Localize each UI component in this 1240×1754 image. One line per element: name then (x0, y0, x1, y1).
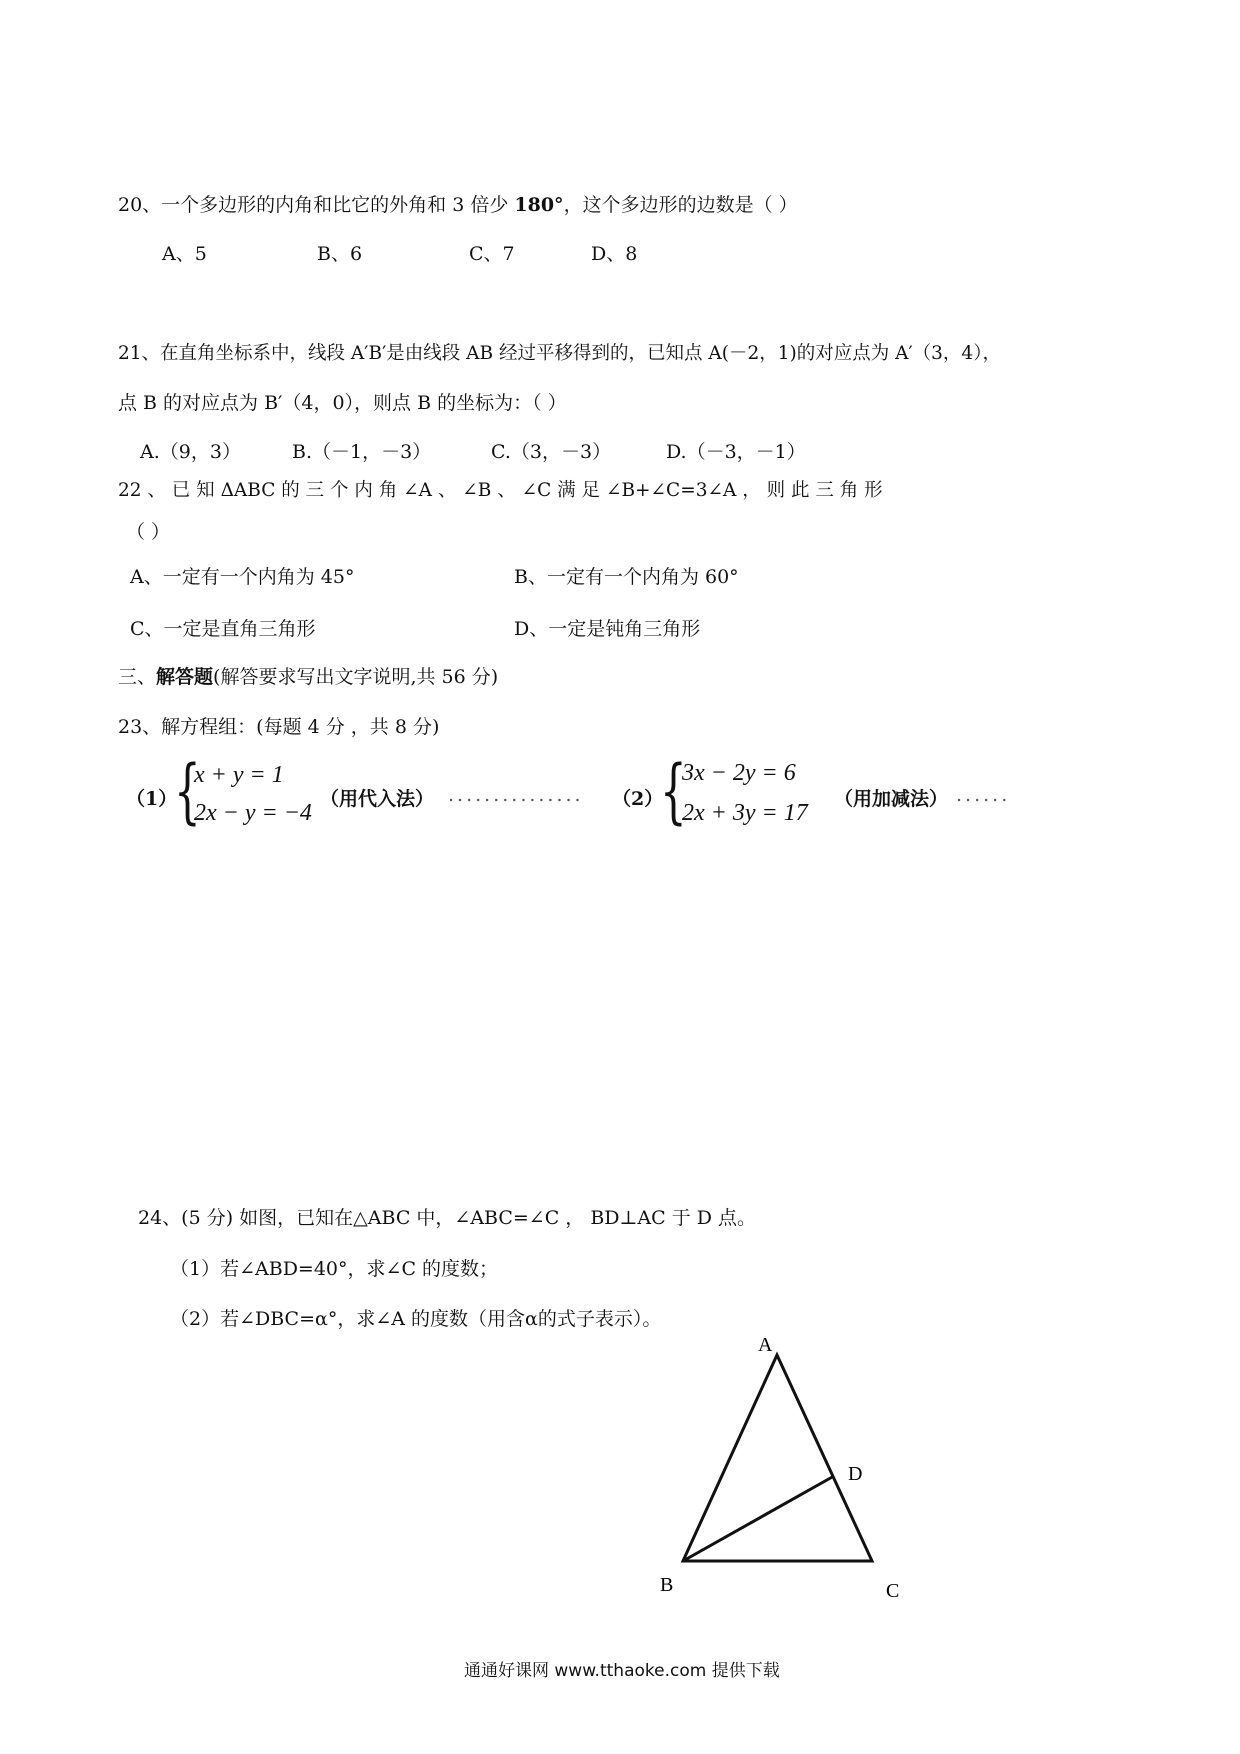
label-d: D (848, 1463, 863, 1485)
q20-stem-pre: 20、一个多边形的内角和比它的外角和 3 倍少 (118, 194, 515, 216)
segment-bd (683, 1476, 834, 1561)
q23-p2-eq1: 3x − 2y = 6 (682, 760, 796, 786)
q24-stem: 24、(5 分) 如图，已知在△ABC 中，∠ABC=∠C ， BD⊥AC 于 D 点。 (138, 1207, 757, 1229)
q20-option-d: D、8 (591, 243, 638, 265)
q23-p1-method: （用代入法） (320, 788, 435, 810)
triangle-abc (683, 1355, 872, 1561)
q20-stem-post: ，这个多边形的边数是（ ） (563, 194, 798, 216)
q23-p1-eq2: 2x − y = −4 (194, 800, 312, 826)
q21-option-b: B.（－1，－3） (292, 441, 432, 463)
q20-option-c: C、7 (469, 243, 515, 265)
q22-option-a: A、一定有一个内角为 45° (130, 566, 355, 588)
q21-option-a: A.（9，3） (140, 441, 241, 463)
q23-p2-eq2: 2x + 3y = 17 (682, 800, 808, 826)
q23-p2-method: （用加减法） (834, 788, 949, 810)
label-a: A (758, 1334, 773, 1356)
q21-option-c: C.（3，－3） (491, 441, 612, 463)
label-b: B (660, 1574, 674, 1596)
q23-stem: 23、解方程组：(每题 4 分 ，共 8 分) (118, 716, 440, 738)
q24-sub1: （1）若∠ABD=40°，求∠C 的度数； (170, 1258, 499, 1280)
q23-p1-brace: { (174, 750, 201, 832)
label-c: C (886, 1580, 900, 1602)
q20-stem (118, 190, 798, 217)
q20-option-a: A、5 (162, 243, 207, 265)
footer-text: 通通好课网 www.tthaoke.com 提供下载 (464, 1661, 780, 1681)
q22-option-c: C、一定是直角三角形 (130, 618, 316, 640)
q21-option-d: D.（－3，－1） (666, 441, 806, 463)
q20-stem-bold: 180° (514, 194, 564, 216)
q23-p1-dots: ............... (448, 784, 584, 806)
section3-heading (118, 662, 498, 689)
q20-option-b: B、6 (317, 243, 363, 265)
q23-p1-eq1: x + y = 1 (194, 762, 284, 788)
section3-prefix: 三、 (118, 666, 157, 688)
q23-p2-label: （2） (612, 788, 664, 810)
section3-title: 解答题 (156, 666, 214, 688)
q23-p2-brace: { (660, 750, 687, 832)
q21-stem-line2: 点 B 的对应点为 B′（4，0），则点 B 的坐标为：（ ） (118, 392, 567, 414)
q22-option-d: D、一定是钝角三角形 (514, 618, 701, 640)
q24-sub2: （2）若∠DBC=α°，求∠A 的度数（用含α的式子表示）。 (170, 1308, 662, 1330)
q21-stem-line1: 21、在直角坐标系中，线段 A′B′是由线段 AB 经过平移得到的，已知点 A(－2，1)的对应点为 A′（3，4）， (118, 343, 1001, 364)
q22-stem-line1: 22 、 已 知 ΔABC 的 三 个 内 角 ∠A 、 ∠B 、 ∠C 满 足 ∠B+∠C=3∠A ， 则 此 三 角 形 (118, 480, 883, 501)
q23-p2-dots: ...... (956, 784, 1011, 806)
q22-stem-line2: （ ） (126, 521, 171, 543)
q23-p1-label: （1） (126, 788, 178, 810)
section3-note: (解答要求写出文字说明,共 56 分) (213, 666, 499, 688)
q22-option-b: B、一定有一个内角为 60° (514, 566, 739, 588)
triangle-figure (640, 1330, 920, 1610)
